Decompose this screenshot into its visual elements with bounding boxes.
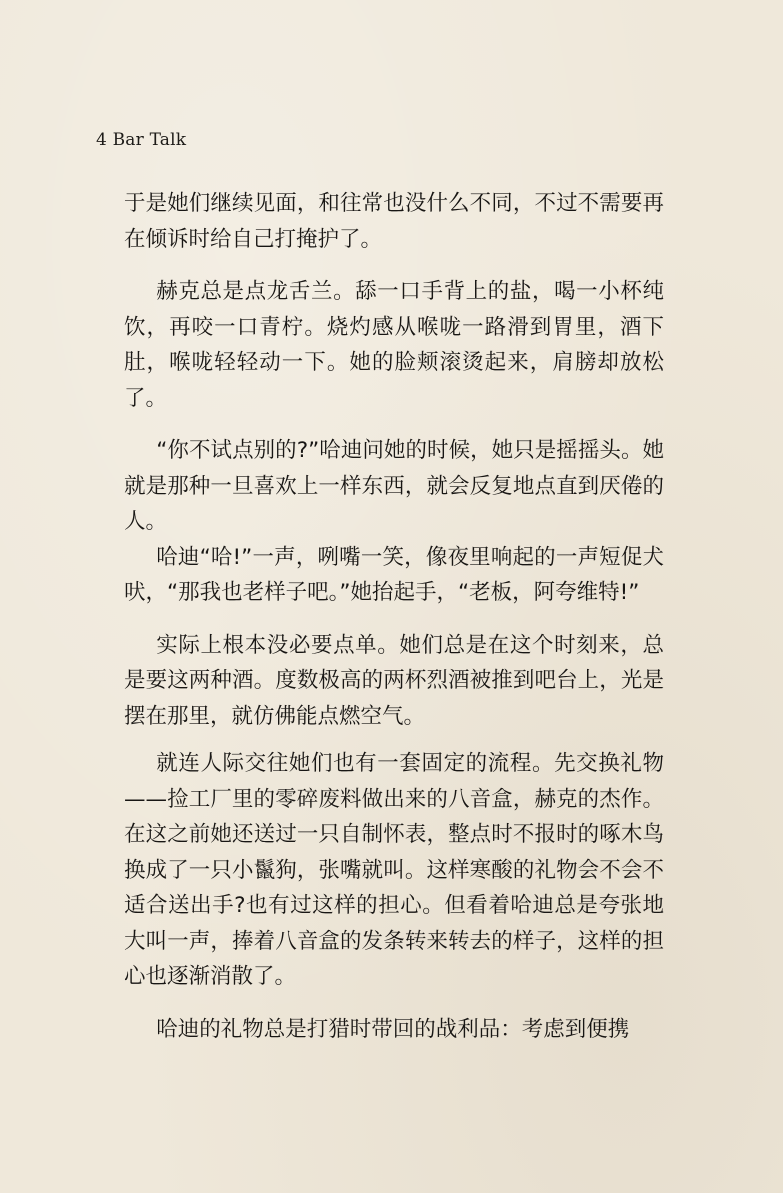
page-body — [124, 186, 664, 1047]
paragraph-2: 赫克总是点龙舌兰。舔一口手背上的盐，喝一小杯纯饮，再咬一口青柠。烧灼感从喉咙一路滑到胃里，酒下肚，喉咙轻轻动一下。她的脸颊滚烫起来，肩膀却放松了。 — [124, 279, 664, 411]
paragraph-3: “你不试点别的?”哈迪问她的时候，她只是摇摇头。她就是那种一旦喜欢上一样东西，就会反复地点直到厌倦的人。 — [124, 438, 664, 534]
paragraph-7: 哈迪的礼物总是打猎时带回的战利品：考虑到便携 — [156, 1016, 630, 1042]
paragraph-6: 就连人际交往她们也有一套固定的流程。先交换礼物——捡工厂里的零碎废料做出来的八音盒，赫克的杰作。在这之前她还送过一只自制怀表，整点时不报时的啄木鸟换成了一只小鬣狗，张嘴就叫。这样寒酸的礼物会不会不适合送出手?也有过这样的担心。但看着哈迪总是夸张地大叫一声，捧着八音盒的发条转来转去的样子，这样的担心也逐渐消散了。 — [124, 751, 664, 989]
paragraph-4: 哈迪“哈!”一声，咧嘴一笑，像夜里响起的一声短促犬吠，“那我也老样子吧。”她抬起手，“老板，阿夸维特!” — [124, 544, 664, 605]
running-head: 4 Bar Talk — [96, 130, 187, 150]
paragraph-1: 于是她们继续见面，和往常也没什么不同，不过不需要再在倾诉时给自己打掩护了。 — [124, 191, 664, 252]
paragraph-5: 实际上根本没必要点单。她们总是在这个时刻来，总是要这两种酒。度数极高的两杯烈酒被推到吧台上，光是摆在那里，就仿佛能点燃空气。 — [124, 632, 664, 729]
